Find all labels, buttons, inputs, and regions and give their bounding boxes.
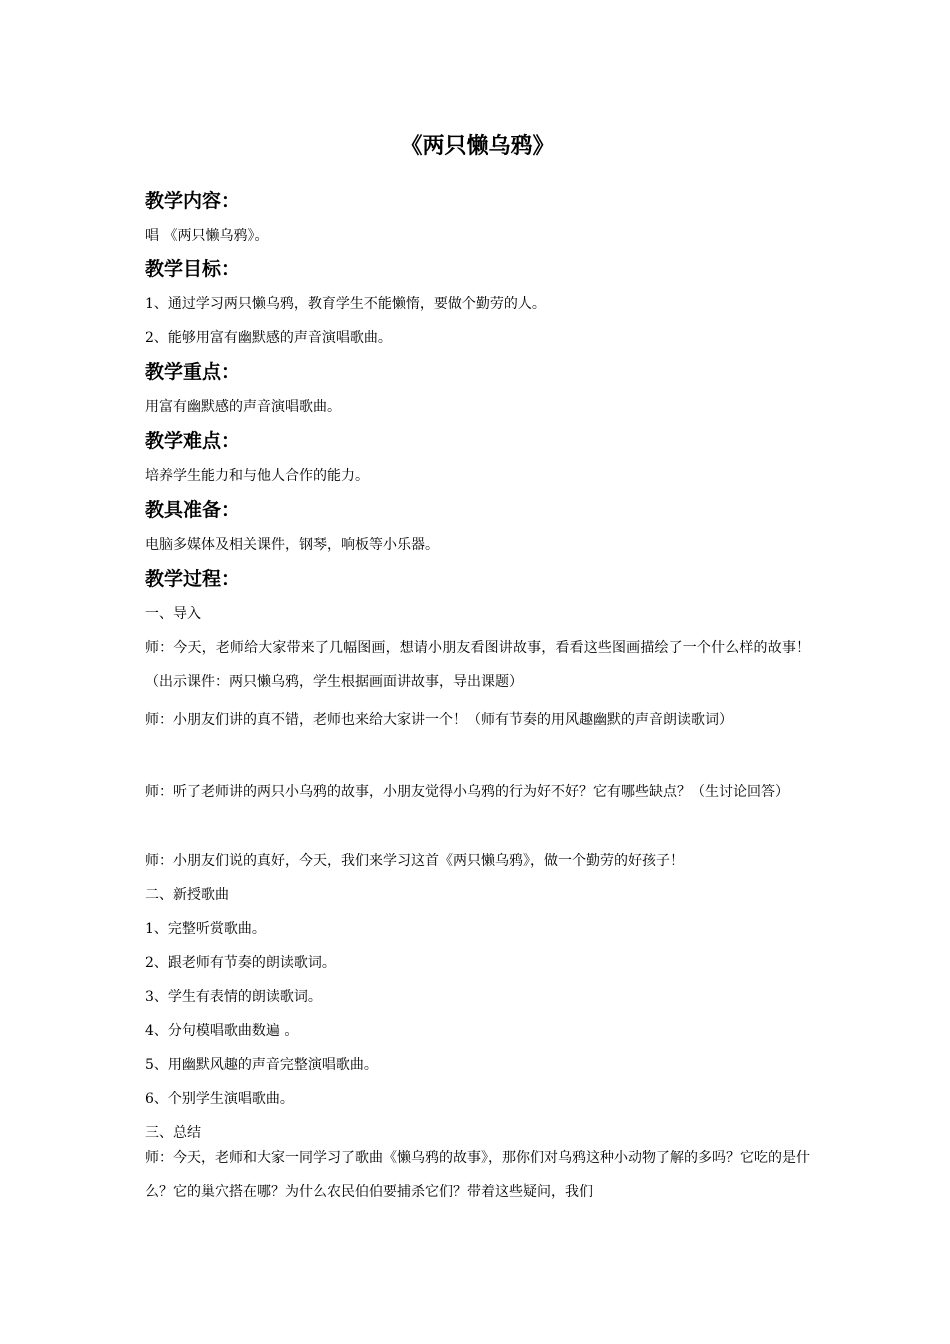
heading-content: 教学内容： xyxy=(145,190,241,212)
document-title: 《两只懒乌鸦》 xyxy=(400,134,555,159)
heading-key-points: 教学重点： xyxy=(145,361,241,383)
step-item-2: 2、跟老师有节奏的朗读歌词。 xyxy=(145,955,336,971)
goal-item-2: 2、能够用富有幽默感的声音演唱歌曲。 xyxy=(145,330,392,346)
goal-item-1: 1、通过学习两只懒乌鸦，教育学生不能懒惰，要做个勤劳的人。 xyxy=(145,296,546,312)
process-paragraph-4: 师：小朋友们说的真好，今天，我们来学习这首《两只懒乌鸦》，做一个勤劳的好孩子！ xyxy=(145,853,684,869)
step-item-6: 6、个别学生演唱歌曲。 xyxy=(145,1091,294,1107)
difficulty-text: 培养学生能力和与他人合作的能力。 xyxy=(145,468,369,484)
step-item-4: 4、分句模唱歌曲数遍 。 xyxy=(145,1023,299,1039)
process-paragraph-2: 师：小朋友们讲的真不错，老师也来给大家讲一个！（师有节奏的用风趣幽默的声音朗读歌词） xyxy=(145,712,733,728)
heading-process: 教学过程： xyxy=(145,568,241,590)
step-item-5: 5、用幽默风趣的声音完整演唱歌曲。 xyxy=(145,1057,378,1073)
step-item-1: 1、完整听赏歌曲。 xyxy=(145,921,266,937)
tools-text: 电脑多媒体及相关课件，钢琴，响板等小乐器。 xyxy=(145,537,439,553)
heading-difficulty: 教学难点： xyxy=(145,430,241,452)
content-text: 唱 《两只懒乌鸦》。 xyxy=(145,228,269,244)
key-points-text: 用富有幽默感的声音演唱歌曲。 xyxy=(145,399,341,415)
heading-goals: 教学目标： xyxy=(145,258,241,280)
step-item-3: 3、学生有表情的朗读歌词。 xyxy=(145,989,322,1005)
heading-tools: 教具准备： xyxy=(145,499,241,521)
process-paragraph-3: 师：听了老师讲的两只小乌鸦的故事，小朋友觉得小乌鸦的行为好不好？它有哪些缺点？（生讨论回答） xyxy=(145,784,789,800)
process-paragraph-1: 师：今天，老师给大家带来了几幅图画，想请小朋友看图讲故事，看看这些图画描绘了一个什么样的故事！（出示课件：两只懒乌鸦，学生根据画面讲故事，导出课题） xyxy=(145,640,810,690)
process-part3-title: 三、总结 xyxy=(145,1125,201,1141)
process-part2-title: 二、新授歌曲 xyxy=(145,887,229,903)
process-part1-title: 一、导入 xyxy=(145,606,201,622)
process-paragraph-5: 师：今天，老师和大家一同学习了歌曲《懒乌鸦的故事》，那你们对乌鸦这种小动物了解的多吗？它吃的是什么？它的巢穴搭在哪？为什么农民伯伯要捕杀它们？带着这些疑问，我们 xyxy=(145,1150,810,1200)
